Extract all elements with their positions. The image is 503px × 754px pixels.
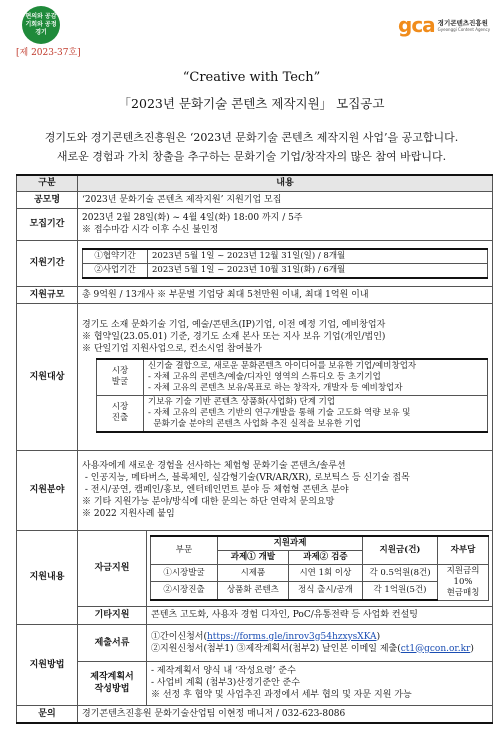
notice-name: ‘2023년 문화기술 콘텐츠 제작지원’ 지원기업 모집 [78, 191, 493, 208]
project-period-label: ②사업기간 [83, 263, 148, 278]
gca-logo-en: Gyeonggi Content Agency [437, 27, 491, 32]
project-period: 2023년 5월 1일 ~ 2023년 10월 31일(화) / 6개월 [148, 263, 488, 278]
label-recruit-period: 모집기간 [17, 208, 78, 240]
market-entry-label: 시장 진출 [97, 395, 144, 432]
funding-row-dev: 상품화 콘텐츠 [218, 582, 289, 600]
target-sub-line: 문화기술 분야의 콘텐츠 사업화 추진 실적을 보유한 기업 [148, 418, 362, 429]
target-sub-line: - 자체 고유의 콘텐츠 기반의 연구개발을 통해 기술 고도화 역량 보유 및 [148, 407, 411, 418]
field-line: - 전시/공연, 캠페인/홍보, 엔터테인먼트 분야 등 체험형 콘텐츠 분야 [82, 485, 349, 495]
label-method: 지원방법 [17, 624, 78, 705]
plan-line: ※ 선정 후 협약 및 사업추진 과정에서 세부 협의 및 자문 지원 가능 [151, 690, 412, 700]
target-line: 경기도 소재 문화기술 기업, 예술/콘텐츠(IP)기업, 이전 예정 기업, 예비창업자 [82, 319, 386, 330]
gca-logo [398, 13, 490, 37]
field-line: - 인공지능, 메타버스, 블록체인, 실감형기술(VR/AR/XR), 로보틱스 등 신기술 접목 [82, 473, 410, 483]
notice-table [16, 174, 493, 724]
application-form-link[interactable]: https://forms.gle/inrov3g54hzxysXKA [206, 631, 377, 642]
agreement-period-label: ①협약기간 [83, 249, 148, 264]
support-scale: 총 9억원 / 13개사 ※ 부문별 기업당 최대 5천만원 이내, 최대 1억원 이내 [78, 286, 493, 303]
other-support: 콘텐츠 고도화, 사용자 경험 디자인, PoC/유통전략 등 사업화 컨설팅 [147, 606, 493, 624]
label-target: 지원대상 [17, 303, 78, 450]
docs-line-1: ①간이신청서(https://forms.gle/inrov3g54hzxysXKA) [151, 631, 381, 642]
plan-line: - 제작계획서 양식 내 ‘작성요령’ 준수 [151, 666, 296, 676]
col-head-category: 구분 [17, 175, 78, 191]
field-line: ※ 2022 지원사례 붙임 [82, 509, 175, 519]
contact-info: 경기콘텐츠진흥원 문화기술산업팀 이현정 매니저 / 032-623-8086 [78, 705, 493, 723]
docs-line-2: ②지원신청서(첨부1) ③제작계획서(첨부2) 날인본 이메일 제출(ct1@gcon.or.kr) [151, 643, 474, 654]
gyeonggi-logo [22, 6, 60, 44]
label-field: 지원분야 [17, 450, 78, 530]
logo-text-3: 경기 [35, 29, 47, 36]
market-discovery-label: 시장 발굴 [97, 359, 144, 396]
label-notice-name: 공모명 [17, 191, 78, 208]
funding-row-type: ②시장진출 [151, 582, 218, 600]
title-quote: “Creative with Tech” [182, 70, 321, 85]
target-sub-line: - 자체 고유의 콘텐츠/예술/디자인 영역의 스튜디오 등 초기기업 [148, 371, 381, 382]
plan-line: - 사업비 계획 (첨부3)산정기준안 준수 [151, 678, 300, 688]
col-head-content: 내용 [78, 175, 493, 191]
gca-logo-org: 경기콘텐츠진흥원 [437, 19, 488, 27]
field-line: ※ 기타 지원가능 분야/방식에 대한 문의는 하단 연락처 문의요망 [82, 497, 335, 507]
page-title: 「2023년 문화기술 콘텐츠 제작지원」 모집공고 [118, 96, 385, 111]
document-number: [제 2023-37호] [16, 48, 81, 58]
label-docs: 제출서류 [78, 624, 147, 661]
target-sub-line: - 자체 고유의 콘텐츠 보유/목표로 하는 창작자, 개발자 등 예비창업자 [148, 382, 403, 393]
funding-row-amount: 각 0.5억원(8건) [363, 564, 438, 582]
agreement-period: 2023년 5월 1일 ~ 2023년 12월 31일(일) / 8개월 [148, 249, 488, 264]
label-support-period: 지원기간 [17, 240, 78, 286]
label-contact: 문의 [17, 705, 78, 723]
intro-line-2: 새로운 경험과 가치 창출을 추구하는 문화기술 기업/창작자의 많은 참여 바랍니다. [56, 150, 447, 163]
target-line: ※ 협약일(23.05.01) 기준, 경기도 소재 본사 또는 지사 보유 기업(개인/법인) [82, 331, 386, 342]
recruit-period-note: ※ 접수마감 시각 이후 수신 불인정 [82, 225, 219, 235]
funding-row-verify: 정식 출시/공개 [288, 582, 362, 600]
label-content: 지원내용 [17, 530, 78, 624]
funding-head-type: 부문 [151, 536, 218, 565]
gca-logo-mark: gca [398, 13, 435, 37]
target-sub-table [96, 358, 488, 433]
label-plan-guide: 제작계획서 작성방법 [78, 661, 147, 705]
funding-table [150, 535, 489, 602]
funding-head-dev: 과제① 개발 [218, 550, 289, 564]
funding-row-verify: 시연 1회 이상 [288, 564, 362, 582]
submit-email-link[interactable]: ct1@gcon.or.kr [400, 643, 471, 654]
funding-head-task: 지원과제 [218, 536, 363, 551]
funding-row-type: ①시장발굴 [151, 564, 218, 582]
target-sub-line: 신기술 결합으로, 새로운 문화콘텐츠 아이디어를 보유한 기업/예비창업자 [148, 360, 417, 371]
funding-row-dev: 시제품 [218, 564, 289, 582]
support-period-table [82, 248, 488, 279]
logo-text-1: 편의와 공감 [25, 13, 57, 20]
logo-text-2: 기회와 공정 [25, 21, 57, 28]
target-sub-line: 기보유 기술 기반 콘텐츠 상품화(사업화) 단계 기업 [148, 396, 336, 407]
label-scale: 지원규모 [17, 286, 78, 303]
self-pay: 지원금의 10% 현금매칭 [438, 564, 489, 600]
funding-head-amount: 지원금(건) [363, 536, 438, 565]
intro-line-1: 경기도와 경기콘텐츠진흥원은 ‘2023년 문화기술 콘텐츠 제작지원 사업’을 공고합니다. [44, 131, 459, 144]
target-line: ※ 단일기업 지원사업으로, 컨소시엄 참여불가 [82, 343, 262, 354]
label-other-support: 기타지원 [78, 606, 147, 624]
funding-head-verify: 과제② 검증 [288, 550, 362, 564]
funding-row-amount: 각 1억원(5건) [363, 582, 438, 600]
label-funding: 자금지원 [78, 530, 147, 606]
recruit-period: 2023년 2월 28일(화) ~ 4월 4일(화) 18:00 까지 / 5주 [82, 213, 303, 223]
field-line: 사용자에게 새로운 경험을 선사하는 체험형 문화기술 콘텐츠/솔루션 [82, 461, 346, 471]
funding-head-self: 자부담 [438, 536, 489, 565]
